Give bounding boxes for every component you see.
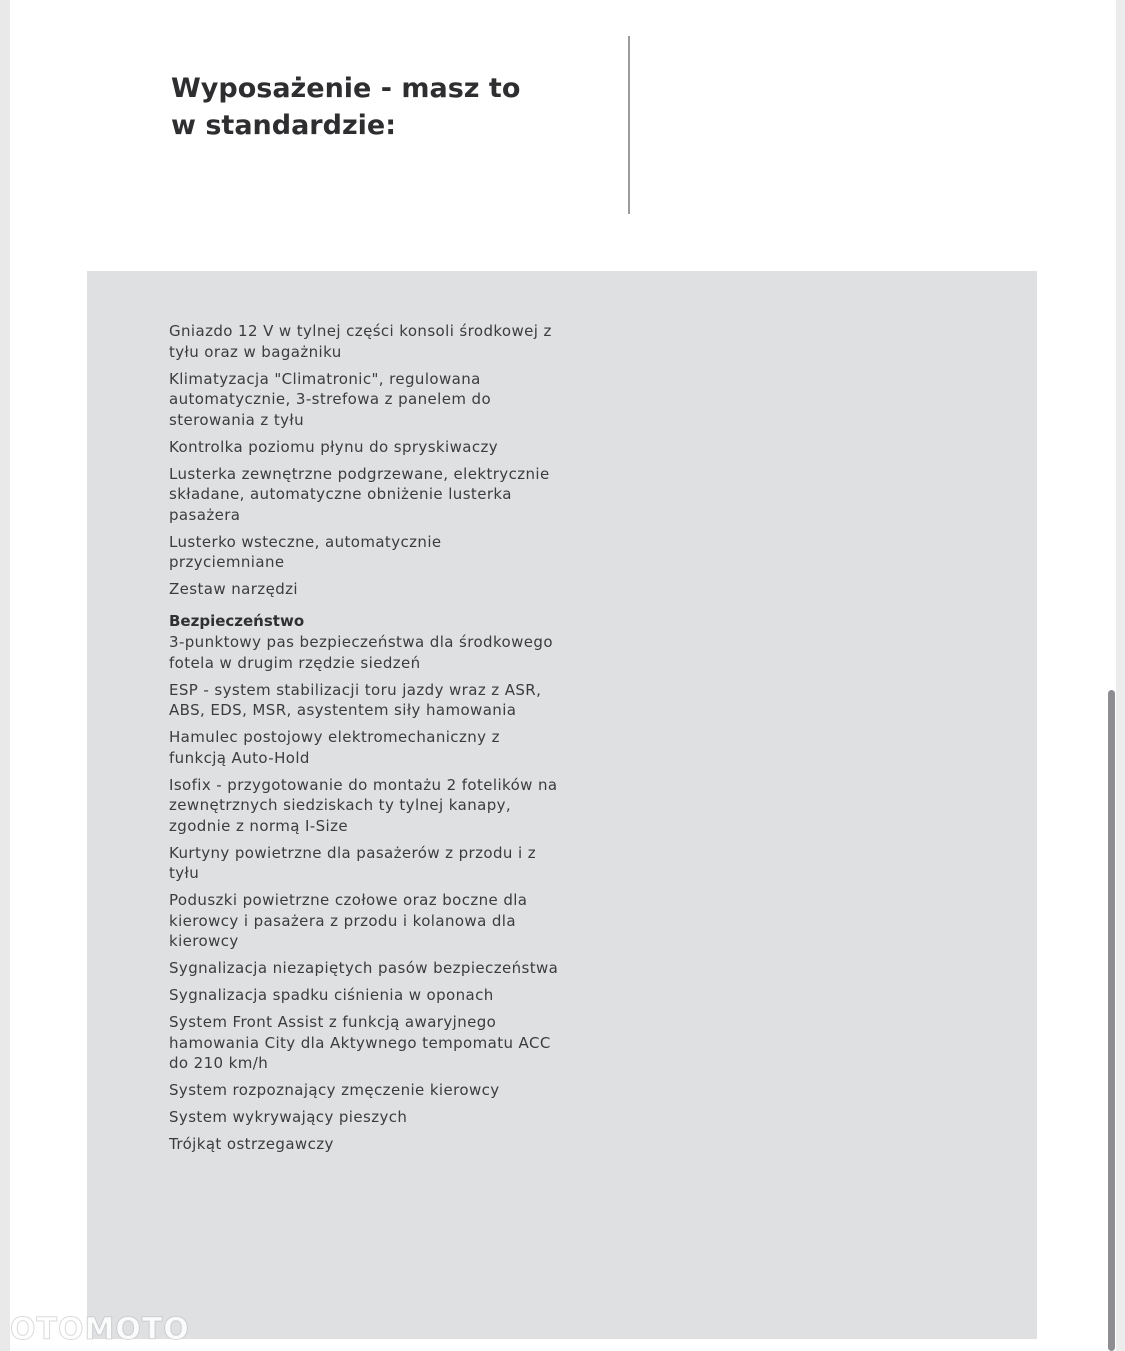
list-item: ESP - system stabilizacji toru jazdy wraz z ASR, ABS, EDS, MSR, asystentem siły hamowania [169,680,542,719]
list-item: Lusterko wsteczne, automatycznie przyciemniane [169,532,442,571]
document-page [10,0,1116,1351]
scrollbar-thumb[interactable] [1108,690,1115,1351]
list-item: 3-punktowy pas bezpieczeństwa dla środkowego fotela w drugim rzędzie siedzeń [169,633,553,672]
page-title-line-2: w standardzie: [171,110,397,141]
list-item: System rozpoznający zmęczenie kierowcy [169,1081,500,1099]
list-item: Hamulec postojowy elektromechaniczny z funkcją Auto-Hold [169,728,500,767]
safety-list [169,632,559,1161]
watermark-logo: OTOMOTO [10,1312,190,1347]
equipment-list [169,321,559,606]
scrollbar-track[interactable] [1116,0,1125,1351]
list-item: Kontrolka poziomu płynu do spryskiwaczy [169,437,499,456]
list-item: System Front Assist z funkcją awaryjnego hamowania City dla Aktywnego tempomatu ACC do 210 km/h [169,1013,551,1072]
list-item: Zestaw narzędzi [169,580,298,598]
list-item: System wykrywający pieszych [169,1108,408,1126]
vertical-divider [628,36,630,214]
list-item: Trójkąt ostrzegawczy [169,1135,334,1153]
list-item: Klimatyzacja "Climatronic", regulowana automatycznie, 3-strefowa z panelem do sterowania z tyłu [169,369,492,429]
list-item: Gniazdo 12 V w tylnej części konsoli środkowej z tyłu oraz w bagażniku [169,322,552,361]
equipment-panel [87,271,1037,1339]
page-title [171,70,520,144]
list-item: Isofix - przygotowanie do montażu 2 fotelików na zewnętrznych siedziskach ty tylnej kanapy, zgodnie z normą I-Size [169,775,558,835]
page-title-line-1: Wyposażenie - masz to [171,73,521,104]
safety-heading: Bezpieczeństwo [169,612,305,630]
list-item: Kurtyny powietrzne dla pasażerów z przodu i z tyłu [169,843,536,882]
list-item: Poduszki powietrzne czołowe oraz boczne dla kierowcy i pasażera z przodu i kolanowa dla kierowcy [169,891,528,950]
list-item: Sygnalizacja spadku ciśnienia w oponach [169,986,494,1004]
list-item: Sygnalizacja niezapiętych pasów bezpieczeństwa [169,959,559,977]
list-item: Lusterka zewnętrzne podgrzewane, elektrycznie składane, automatyczne obniżenie lusterka pasażera [169,464,550,524]
